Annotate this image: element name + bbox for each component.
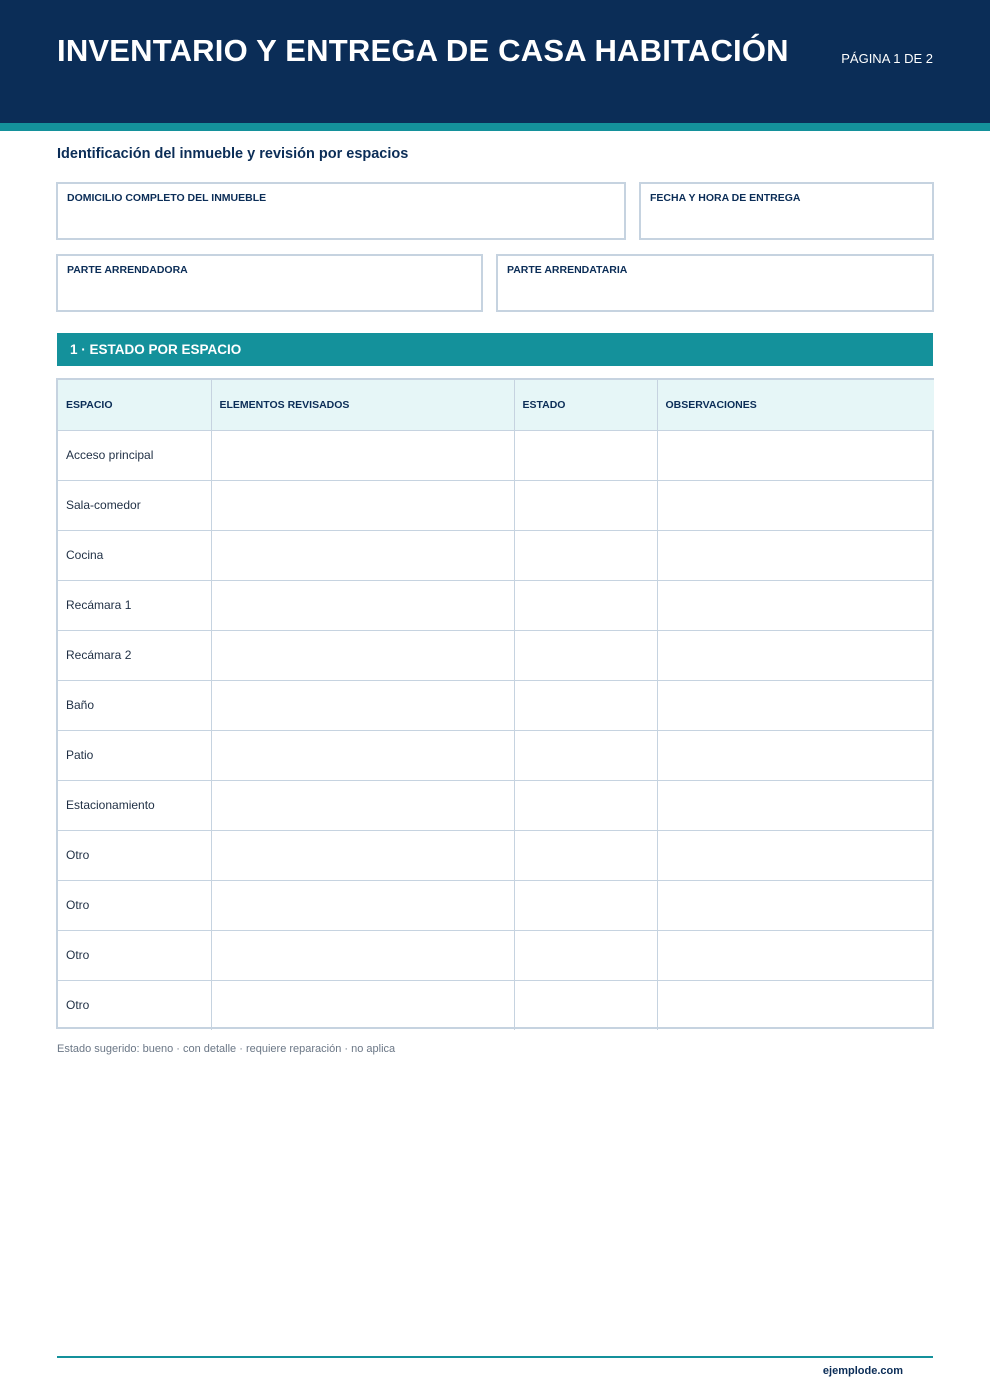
cell-observaciones[interactable]: [657, 630, 934, 680]
cell-observaciones[interactable]: [657, 930, 934, 980]
cell-observaciones[interactable]: [657, 730, 934, 780]
cell-elementos[interactable]: [211, 880, 514, 930]
domicilio-label: DOMICILIO COMPLETO DEL INMUEBLE: [67, 192, 267, 204]
header-espacio: ESPACIO: [58, 380, 211, 430]
fecha-hora-label: FECHA Y HORA DE ENTREGA: [650, 192, 801, 204]
cell-elementos[interactable]: [211, 630, 514, 680]
arrendataria-field[interactable]: [496, 254, 934, 312]
cell-observaciones[interactable]: [657, 530, 934, 580]
cell-espacio: Acceso principal: [58, 430, 211, 480]
table-row: [58, 580, 934, 630]
table-row: [58, 980, 934, 1030]
table-row: [58, 530, 934, 580]
cell-estado[interactable]: [514, 580, 657, 630]
cell-elementos[interactable]: [211, 980, 514, 1030]
estado-note: Estado sugerido: bueno · con detalle · requiere reparación · no aplica: [57, 1043, 396, 1055]
cell-espacio: Patio: [58, 730, 211, 780]
cell-estado[interactable]: [514, 930, 657, 980]
cell-elementos[interactable]: [211, 430, 514, 480]
table-header-row: [58, 380, 934, 430]
cell-elementos[interactable]: [211, 780, 514, 830]
table-row: [58, 680, 934, 730]
cell-elementos[interactable]: [211, 730, 514, 780]
cell-espacio: Otro: [58, 930, 211, 980]
inventory-table: [56, 378, 934, 1029]
table-row: [58, 880, 934, 930]
table-row: [58, 780, 934, 830]
page-header: [0, 0, 990, 123]
cell-observaciones[interactable]: [657, 780, 934, 830]
cell-estado[interactable]: [514, 680, 657, 730]
fecha-hora-field[interactable]: [639, 182, 934, 240]
cell-espacio: Cocina: [58, 530, 211, 580]
table-row: [58, 430, 934, 480]
cell-elementos[interactable]: [211, 580, 514, 630]
page-number: PÁGINA 1 DE 2: [841, 51, 933, 66]
cell-observaciones[interactable]: [657, 980, 934, 1030]
cell-observaciones[interactable]: [657, 880, 934, 930]
cell-estado[interactable]: [514, 880, 657, 930]
cell-elementos[interactable]: [211, 480, 514, 530]
table-row: [58, 480, 934, 530]
cell-espacio: Sala-comedor: [58, 480, 211, 530]
cell-estado[interactable]: [514, 780, 657, 830]
cell-estado[interactable]: [514, 480, 657, 530]
header-observaciones: OBSERVACIONES: [657, 380, 934, 430]
document-subtitle: Identificación del inmueble y revisión por espacios: [57, 146, 409, 162]
section-title: 1 · ESTADO POR ESPACIO: [70, 342, 242, 357]
footer-divider: [57, 1356, 933, 1358]
footer-brand: ejemplode.com: [822, 1365, 903, 1377]
cell-elementos[interactable]: [211, 530, 514, 580]
section-header: [57, 333, 933, 366]
arrendataria-label: PARTE ARRENDATARIA: [507, 264, 628, 276]
table-row: [58, 730, 934, 780]
header-estado: ESTADO: [514, 380, 657, 430]
cell-espacio: Estacionamiento: [58, 780, 211, 830]
table-row: [58, 830, 934, 880]
cell-elementos[interactable]: [211, 680, 514, 730]
arrendadora-label: PARTE ARRENDADORA: [67, 264, 188, 276]
header-accent-stripe: [0, 123, 990, 131]
cell-espacio: Recámara 2: [58, 630, 211, 680]
cell-espacio: Otro: [58, 880, 211, 930]
cell-estado[interactable]: [514, 530, 657, 580]
cell-estado[interactable]: [514, 430, 657, 480]
cell-estado[interactable]: [514, 630, 657, 680]
cell-espacio: Otro: [58, 980, 211, 1030]
cell-observaciones[interactable]: [657, 480, 934, 530]
cell-observaciones[interactable]: [657, 430, 934, 480]
arrendadora-field[interactable]: [56, 254, 483, 312]
cell-estado[interactable]: [514, 730, 657, 780]
cell-espacio: Recámara 1: [58, 580, 211, 630]
table-row: [58, 630, 934, 680]
cell-estado[interactable]: [514, 830, 657, 880]
cell-observaciones[interactable]: [657, 680, 934, 730]
document-title: INVENTARIO Y ENTREGA DE CASA HABITACIÓN: [57, 33, 789, 68]
header-elementos: ELEMENTOS REVISADOS: [211, 380, 514, 430]
cell-elementos[interactable]: [211, 930, 514, 980]
cell-elementos[interactable]: [211, 830, 514, 880]
domicilio-field[interactable]: [56, 182, 626, 240]
cell-espacio: Baño: [58, 680, 211, 730]
table-row: [58, 930, 934, 980]
cell-observaciones[interactable]: [657, 580, 934, 630]
cell-observaciones[interactable]: [657, 830, 934, 880]
cell-estado[interactable]: [514, 980, 657, 1030]
cell-espacio: Otro: [58, 830, 211, 880]
